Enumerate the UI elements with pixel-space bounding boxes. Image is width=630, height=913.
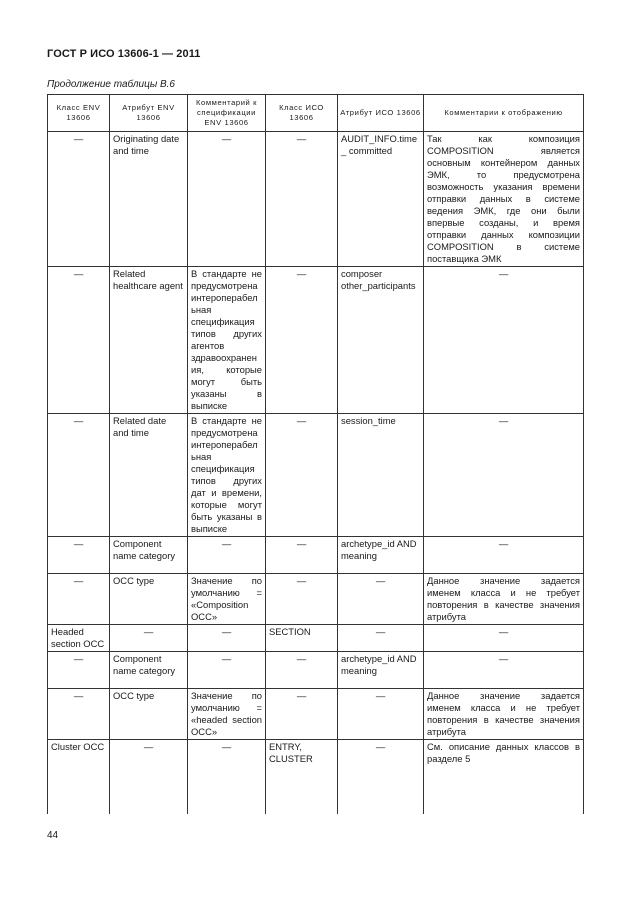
table-cell: — [424, 267, 584, 414]
table-cell: — [266, 689, 338, 740]
table-cell: session_time [338, 414, 424, 537]
column-header: Комментарий к спецификации ENV 13606 [188, 95, 266, 132]
table-row [48, 625, 584, 652]
table-cell: — [48, 652, 110, 689]
table-cell: Cluster OCC [48, 740, 110, 815]
table-cell: — [266, 267, 338, 414]
table-row [48, 652, 584, 689]
table-cell: Headed section OCC [48, 625, 110, 652]
page-number: 44 [47, 830, 59, 841]
table-cell: — [338, 740, 424, 815]
table-cell: — [48, 537, 110, 574]
column-header: Атрибут ENV 13606 [110, 95, 188, 132]
table-cell: — [48, 132, 110, 267]
table-cell: — [48, 267, 110, 414]
table-header-row [48, 95, 584, 132]
table-cell: Originating date and time [110, 132, 188, 267]
table-cell: — [110, 625, 188, 652]
table-cell: Related date and time [110, 414, 188, 537]
table-cell: — [188, 625, 266, 652]
table-cell: Component name category [110, 537, 188, 574]
table-row [48, 414, 584, 537]
table-cell: Значение по умолчанию = «Composition OCC» [188, 574, 266, 625]
table-cell: — [48, 414, 110, 537]
table-row [48, 267, 584, 414]
table-caption: Продолжение таблицы В.6 [47, 79, 175, 90]
column-header: Атрибут ИСО 13606 [338, 95, 424, 132]
table-cell: AUDIT_INFO.time_ committed [338, 132, 424, 267]
table-cell: — [188, 537, 266, 574]
table-cell: composer other_participants [338, 267, 424, 414]
table-cell: SECTION [266, 625, 338, 652]
document-header: ГОСТ Р ИСО 13606-1 — 2011 [47, 48, 201, 60]
column-header: Комментарии к отображению [424, 95, 584, 132]
table-cell: — [338, 689, 424, 740]
column-header: Класс ИСО 13606 [266, 95, 338, 132]
table-cell: — [110, 740, 188, 815]
table-cell: — [424, 652, 584, 689]
table-cell: Component name category [110, 652, 188, 689]
table-cell: См. описание данных классов в разделе 5 [424, 740, 584, 815]
table-cell: — [48, 574, 110, 625]
table-cell: OCC type [110, 574, 188, 625]
table-row [48, 537, 584, 574]
table-cell: Данное значение задается именем класса и не требует повторения в качестве значения атрибута [424, 574, 584, 625]
table-cell: — [266, 537, 338, 574]
table-cell: — [266, 414, 338, 537]
table-cell: Значение по умолчанию = «headed section OCC» [188, 689, 266, 740]
mapping-table [47, 94, 584, 814]
table-cell: Данное значение задается именем класса и не требует повторения в качестве значения атрибута [424, 689, 584, 740]
table-cell: ENTRY, CLUSTER [266, 740, 338, 815]
table-cell: — [188, 740, 266, 815]
table-cell: Related healthcare agent [110, 267, 188, 414]
table-cell: archetype_id AND meaning [338, 537, 424, 574]
table-cell: — [48, 689, 110, 740]
table-cell: — [188, 132, 266, 267]
table-row [48, 132, 584, 267]
table-cell: — [266, 652, 338, 689]
table-cell: — [424, 625, 584, 652]
table-cell: — [424, 537, 584, 574]
table-cell: — [266, 574, 338, 625]
table-cell: — [338, 574, 424, 625]
table-row [48, 740, 584, 815]
table-cell: OCC type [110, 689, 188, 740]
table-row [48, 574, 584, 625]
table-cell: В стандарте не предусмотрена интероперабельная спецификация типов других дат и времени, которые могут быть указаны в выписке [188, 414, 266, 537]
table-cell: — [424, 414, 584, 537]
table-cell: — [266, 132, 338, 267]
table-cell: — [338, 625, 424, 652]
table-cell: archetype_id AND meaning [338, 652, 424, 689]
table-cell: В стандарте не предусмотрена интероперабельная спецификация типов других агентов здравоохранения, которые могут быть указаны в выписке [188, 267, 266, 414]
column-header: Класс ENV 13606 [48, 95, 110, 132]
table-cell: — [188, 652, 266, 689]
table-row [48, 689, 584, 740]
table-cell: Так как композиция COMPOSITION является основным контейнером данных ЭМК, то предусмотрена возможность указания времени отправки данных в системе ведения ЭМК, где они были впервые созданы, и время отправки данных композиции COMPOSITION в системе поставщика ЭМК [424, 132, 584, 267]
